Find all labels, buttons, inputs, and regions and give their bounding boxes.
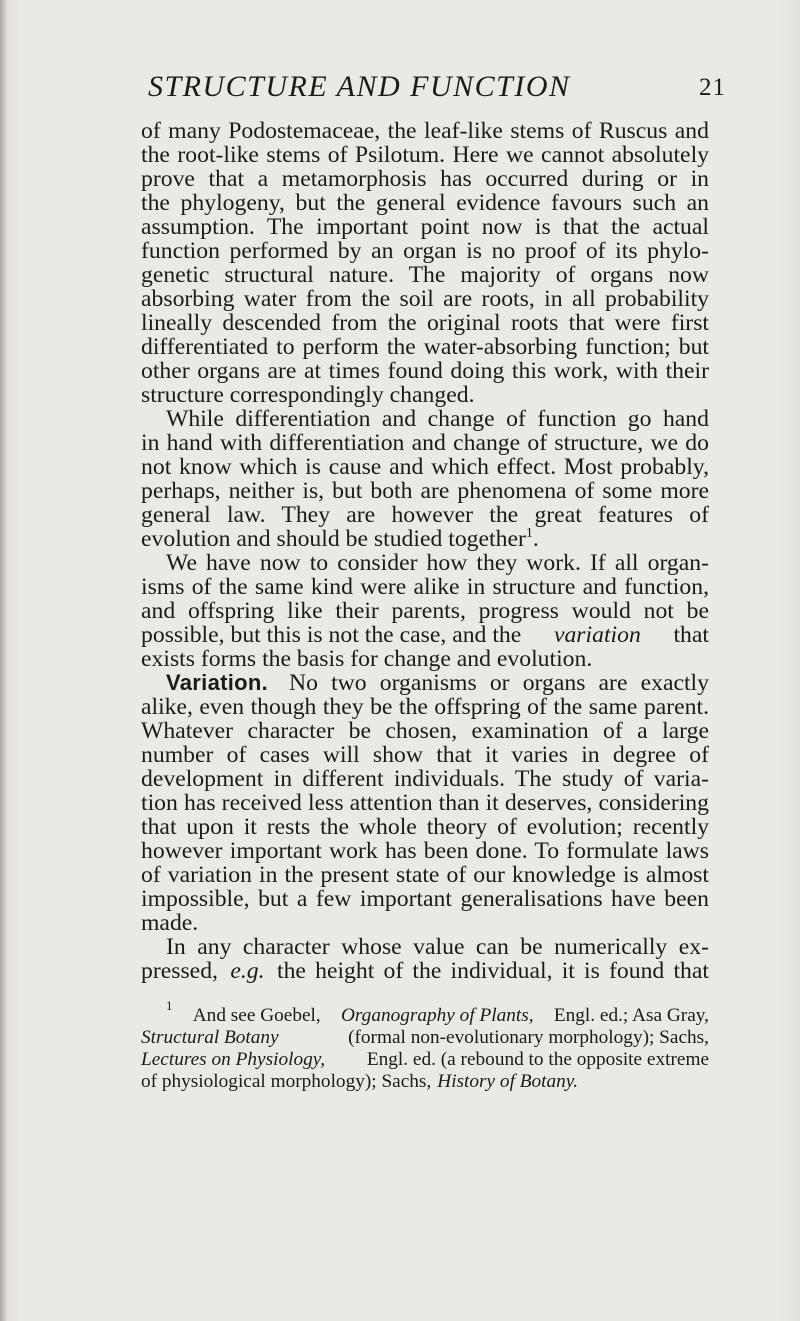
text-line: isms of the same kind were alike in structure and function, — [141, 574, 709, 600]
running-head-title: STRUCTURE AND FUNCTION — [148, 70, 571, 103]
text-line: impossible, but a few important generalisations have been — [141, 886, 709, 912]
text-line: of variation in the present state of our knowledge is almost — [141, 862, 709, 888]
running-head — [0, 58, 800, 108]
text-line: other organs are at times found doing this work, with their — [141, 358, 709, 384]
text-line: pressed, e.g. the height of the individual, it is found that — [141, 958, 709, 984]
text-line: of many Podostemaceae, the leaf-like stems of Ruscus and — [141, 118, 709, 144]
footnote-line: Structural Botany (formal non-evolutionary morphology); Sachs, — [141, 1027, 709, 1048]
footnote-ref: 1 — [525, 526, 533, 542]
footnote-line: of physiological morphology); Sachs, History of Botany. — [141, 1071, 579, 1092]
text-line: We have now to consider how they work. If all organ- — [166, 550, 709, 576]
text-line: tion has received less attention than it deserves, considering — [141, 790, 709, 816]
text-line: assumption. The important point now is that the actual — [141, 214, 709, 240]
text-line: In any character whose value can be numerically ex- — [166, 934, 709, 960]
text-line: Variation. No two organisms or organs are exactly — [166, 670, 709, 696]
text-line: however important work has been done. To formulate laws — [141, 838, 709, 864]
text-line: prove that a metamorphosis has occurred during or in — [141, 166, 709, 192]
footnote-marker: 1 — [166, 998, 173, 1013]
text-line: that upon it rests the whole theory of evolution; recently — [141, 814, 709, 840]
text-line: number of cases will show that it varies in degree of — [141, 742, 709, 768]
text-line: function performed by an organ is no proof of its phylo- — [141, 238, 709, 264]
text-line: genetic structural nature. The majority of organs now — [141, 262, 709, 288]
text-line: alike, even though they be the offspring of the same parent. — [141, 694, 709, 720]
footnote-line: Lectures on Physiology, Engl. ed. (a rebound to the opposite extreme — [141, 1049, 709, 1070]
text-line: lineally descended from the original roots that were first — [141, 310, 709, 336]
text-line: structure correspondingly changed. — [141, 382, 475, 408]
section-heading-variation: Variation. — [166, 670, 269, 695]
text-line: exists forms the basis for change and evolution. — [141, 646, 593, 672]
footnote-line: 1 And see Goebel, Organography of Plants, Engl. ed.; Asa Gray, — [166, 998, 709, 1026]
text-line: the phylogeny, but the general evidence favours such an — [141, 190, 709, 216]
text-line: While differentiation and change of function go hand — [166, 406, 709, 432]
text-line: differentiated to perform the water-absorbing function; but — [141, 334, 709, 360]
text-line: evolution and should be studied together$^1$. — [141, 526, 539, 552]
page-gutter-shadow — [0, 0, 6, 1321]
text-line: development in different individuals. The study of varia- — [141, 766, 709, 792]
text-line: and offspring like their parents, progress would not be — [141, 598, 709, 624]
text-line: Whatever character be chosen, examination of a large — [141, 718, 709, 744]
text-line: general law. They are however the great features of — [141, 502, 709, 528]
page-number: 21 — [699, 74, 726, 101]
variation-term: variation — [553, 622, 641, 648]
text-line: not know which is cause and which effect. Most probably, — [141, 454, 709, 480]
text-line: the root-like stems of Psilotum. Here we cannot absolutely — [141, 142, 709, 168]
text-line: possible, but this is not the case, and the variation that — [141, 622, 709, 648]
text-line: perhaps, neither is, but both are phenomena of some more — [141, 478, 709, 504]
text-line: absorbing water from the soil are roots, in all probability — [141, 286, 709, 312]
text-line: made. — [141, 910, 199, 936]
text-line: in hand with differentiation and change of structure, we do — [141, 430, 709, 456]
